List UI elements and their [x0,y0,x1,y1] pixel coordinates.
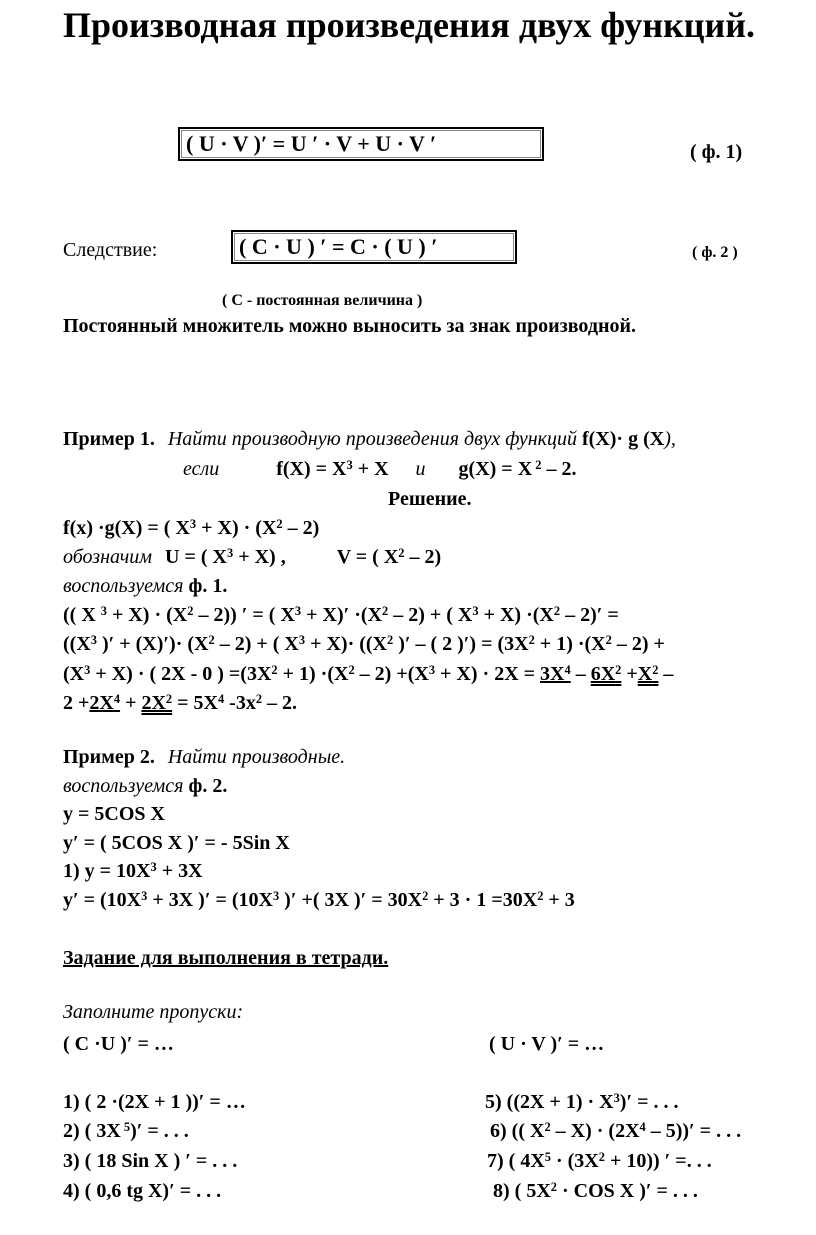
f-definition: f(X) = X [276,458,347,480]
example-2-line-1: y = 5COS X [63,803,165,825]
task-heading: Задание для выполнения в тетради. [63,947,389,969]
ex2-l3: 1) y = 10X [63,860,151,882]
task-item-7: 7) ( $4X^5 \cdot (3X^2 + 10)$) ′ =. . . [487,1149,712,1172]
f-definition-rest: + X [352,458,389,480]
task-item-4: 4) ( 0,6 tg X)′ = . . . [63,1180,222,1202]
task-left-a: ( C ·U )′ = … [63,1033,174,1055]
solution-line-4: $(X^3 + X)$ · ( 2X - 0 ) $=(3X^2 + 1) \cdot(X^2 - 2) +(X^3 + X) \cdot 2X = 3X^4 - 6X^2 +X^2$ – [63,662,674,685]
formula-2-box [231,230,517,264]
ex2-l3-rest: + 3X [156,860,203,882]
example-1-task: Найти производную произведения двух функций [167,428,577,450]
solution-use-ref [63,575,227,598]
example-2-task: Найти производные. [167,746,346,768]
page-title: Производная произведения двух функций. [63,5,756,45]
task-item-6: 6) (( $X^2 - X) \cdot (2X^4 - 5))'$ = . . . [490,1119,742,1142]
solution-line-3: (($X^3$ )′ + $(X)')\cdot (X^2 - 2)$ + ( $X^3 + X)\cdot ((X^2$ )′ – ( 2 )′) = $(3X^2 + 1) \cdot(X^2 - 2)$ + [63,632,665,655]
item6-a: 6) (( X [490,1120,545,1142]
solution-label: Решение. [388,488,472,510]
use-ref-2: ф. 2. [188,775,228,797]
item8-a: 8) ( 5X [493,1180,551,1202]
task-item-5: 5) $((2X + 1) \cdot X^3)'$ = . . . [485,1090,679,1113]
example-1-heading [63,428,676,451]
formula-1: ( U · V )′ = U ′ · V + U · V ′ [186,131,437,156]
item7-a: 7) ( 4X [487,1150,545,1172]
task-item-8: 8) ( $5X^2$ · COS X )′ = . . . [493,1179,698,1202]
task-item-2: 2) ( 3X $^5$)′ = . . . [63,1119,189,1142]
solution-line-5: $2 +2X^4 + 2X^2 = 5X^4$ $-3x^2 - 2$. [63,691,298,714]
formula-2-ref: ( ф. 2 ) [692,244,738,261]
formula-1-box [178,127,544,161]
g-definition-rest: – 2. [541,458,577,480]
example-2-line-3: 1) $y = 10X^3 + 3X$ [63,859,203,882]
example-1-fg-close: ), [664,428,676,450]
word-use-2: воспользуемся [63,775,184,797]
constant-note: ( С - постоянная величина ) [222,292,423,309]
solution-line-2: (( X $^3 + X) \cdot (X^2 - 2)$) ′ = ( $X^3 + X)' \cdot(X^2 - 2)$ + ( $X^3 + X) \cdot(X^2 - 2)'$ = [63,603,619,626]
example-1-defs: если $f(X) = X^3 + X$ и g(X) = X $^2$ – 2. [183,457,577,480]
example-2-line-2: y′ = ( 5COS X )′ = - 5Sin X [63,832,290,854]
formula-2: ( C · U ) ′ = C · ( U ) ′ [239,234,438,259]
use-ref-1: ф. 1. [188,575,228,597]
example-2-label: Пример 2. [63,746,155,768]
example-2-use [63,775,227,798]
example-2-heading [63,746,345,769]
corollary-label: Следствие: [63,239,158,261]
word-and: и [415,458,426,480]
item5-a: 5) ((2X + 1) · X [485,1091,614,1113]
example-1-fg: f(X)· g (X [582,428,665,450]
example-2-line-4: $y' = (10X^3 + 3X$ )′ = ($10X^3$ )′ +( 3X )′ = $30X^2 + 3 \cdot 1 =30X^2 + 3$ [63,888,575,911]
solution-line-1: f(x) ·g(X) = ( $X^3 + X) \cdot (X^2 - 2)$ [63,516,320,539]
final-eq-mid: -3x [224,692,256,714]
task-item-3: 3) ( 18 Sin X ) ′ = . . . [63,1150,238,1172]
final-eq: = 5X [177,692,218,714]
final-eq-end: – 2. [262,692,298,714]
word-use: воспользуемся [63,575,184,597]
item2-b: )′ = . . . [130,1120,189,1142]
word-if: если [183,458,220,480]
item2-a: 2) ( 3X [63,1120,121,1142]
task-right-a: ( U · V )′ = … [489,1033,605,1055]
task-item-1: 1) ( 2 ·(2X + 1 ))′ = … [63,1091,246,1113]
solution-notation: обозначим U = ( $X^3 + X$) , V = ( $X^2 - 2$) [63,545,442,568]
constant-rule: Постоянный множитель можно выносить за знак производной. [63,315,636,337]
g-definition: g(X) = X [458,458,533,480]
word-notation: обозначим [63,546,153,568]
formula-1-ref: ( ф. 1) [690,141,743,163]
item5-b: )′ = . . . [619,1091,679,1113]
example-1-label: Пример 1. [63,428,155,450]
task-fill-prompt: Заполните пропуски: [63,1001,244,1023]
